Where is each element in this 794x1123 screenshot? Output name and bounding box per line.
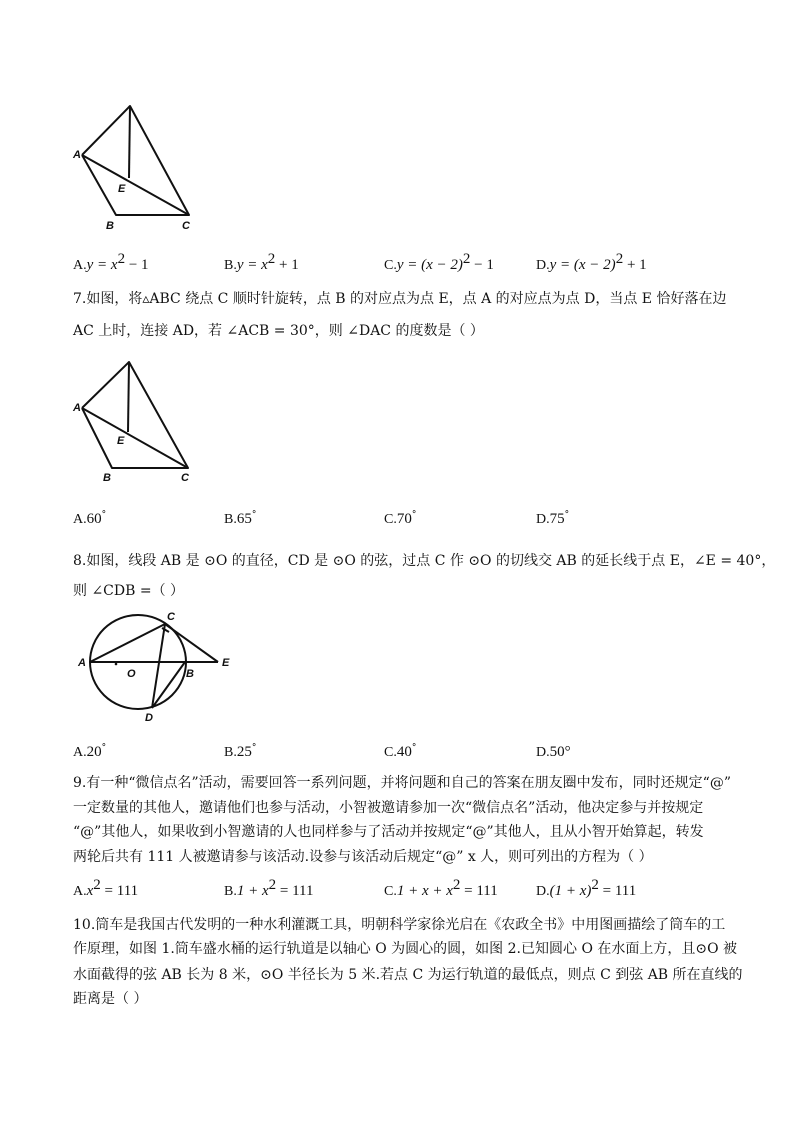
q7-option-c[interactable]: C.70° <box>384 510 417 527</box>
q8-option-a[interactable]: A.20° <box>73 743 107 760</box>
q10-stem-line1: 10.筒车是我国古代发明的一种水利灌溉工具，明朝科学家徐光启在《农政全书》中用图画描绘了筒车的工 <box>73 917 726 933</box>
label-a: A <box>78 657 86 669</box>
q6-option-b[interactable]: $B.y = x^2 + 1$ <box>224 251 299 273</box>
label-e: E <box>117 435 125 447</box>
q7-option-d[interactable]: D.75° <box>536 510 570 527</box>
label-b: B <box>186 668 194 680</box>
q9-option-c[interactable]: $C.1 + x + x^2 = 111$ <box>384 877 498 899</box>
q9-stem-line1: 9.有一种“微信点名”活动，需要回答一系列问题，并将问题和自己的答案在朋友圈中发布，同时还规定“@” <box>73 775 731 791</box>
figure-triangle-top <box>70 100 200 235</box>
label-e: E <box>118 183 126 195</box>
q8-option-d[interactable]: D.50° <box>536 744 571 760</box>
q8-stem-line1: 8.如图，线段 AB 是 ⊙O 的直径，CD 是 ⊙O 的弦，过点 C 作 ⊙O 的切线交 AB 的延长线于点 E，∠E = 40°， <box>73 553 776 569</box>
q9-option-a[interactable]: $A.x^2 = 111$ <box>73 877 139 899</box>
q7-option-a[interactable]: A.60° <box>73 510 107 527</box>
q8-stem-line2: 则 ∠CDB =（ ） <box>73 583 185 599</box>
label-d: D <box>145 712 153 724</box>
q7-stem-line2: AC 上时，连接 AD，若 ∠ACB = 30°，则 ∠DAC 的度数是（ ） <box>73 323 484 339</box>
label-b: B <box>106 220 114 232</box>
q9-stem-line4: 两轮后共有 111 人被邀请参与该活动.设参与该活动后规定“@” x 人，则可列出的方程为（ ） <box>73 849 653 865</box>
q8-option-b[interactable]: B.25° <box>224 743 257 760</box>
q9-option-d[interactable]: $D.(1 + x)^2 = 111$ <box>536 877 637 899</box>
q7-stem-line1: 7.如图，将▵ABC 绕点 C 顺时针旋转，点 B 的对应点为点 E，点 A 的对应点为点 D，当点 E 恰好落在边 <box>73 291 727 307</box>
figure-q7-triangle <box>70 358 200 488</box>
q6-option-d[interactable]: $D.y = (x - 2)^2 + 1$ <box>536 251 647 273</box>
q10-stem-line4: 距离是（ ） <box>73 991 148 1007</box>
q10-stem-line2: 作原理，如图 1.筒车盛水桶的运行轨道是以轴心 O 为圆心的圆，如图 2.已知圆心 O 在水面上方，且⊙O 被 <box>73 941 738 957</box>
q6-option-a[interactable]: $A.y = x^2 - 1$ <box>73 251 149 273</box>
label-a: A <box>73 149 81 161</box>
q9-stem-line2: 一定数量的其他人，邀请他们也参与活动，小智被邀请参加一次“微信点名”活动，他决定参与并按规定 <box>73 800 704 816</box>
q9-option-b[interactable]: $B.1 + x^2 = 111$ <box>224 877 314 899</box>
label-c: C <box>182 220 190 232</box>
center-dot <box>115 663 118 666</box>
q9-stem-line3: “@”其他人，如果收到小智邀请的人也同样参与了活动并按规定“@”其他人，且从小智开始算起，转发 <box>73 824 704 840</box>
label-o: O <box>127 668 136 680</box>
q7-option-b[interactable]: B.65° <box>224 510 257 527</box>
label-c: C <box>181 472 189 484</box>
label-a: A <box>73 402 81 414</box>
label-c: C <box>167 611 175 623</box>
figure-q8-circle <box>72 606 242 726</box>
q8-option-c[interactable]: C.40° <box>384 743 417 760</box>
label-e: E <box>222 657 230 669</box>
q6-option-c[interactable]: $C.y = (x - 2)^2 - 1$ <box>384 251 494 273</box>
label-b: B <box>103 472 111 484</box>
q10-stem-line3: 水面截得的弦 AB 长为 8 米，⊙O 半径长为 5 米.若点 C 为运行轨道的最低点，则点 C 到弦 AB 所在直线的 <box>73 967 743 983</box>
